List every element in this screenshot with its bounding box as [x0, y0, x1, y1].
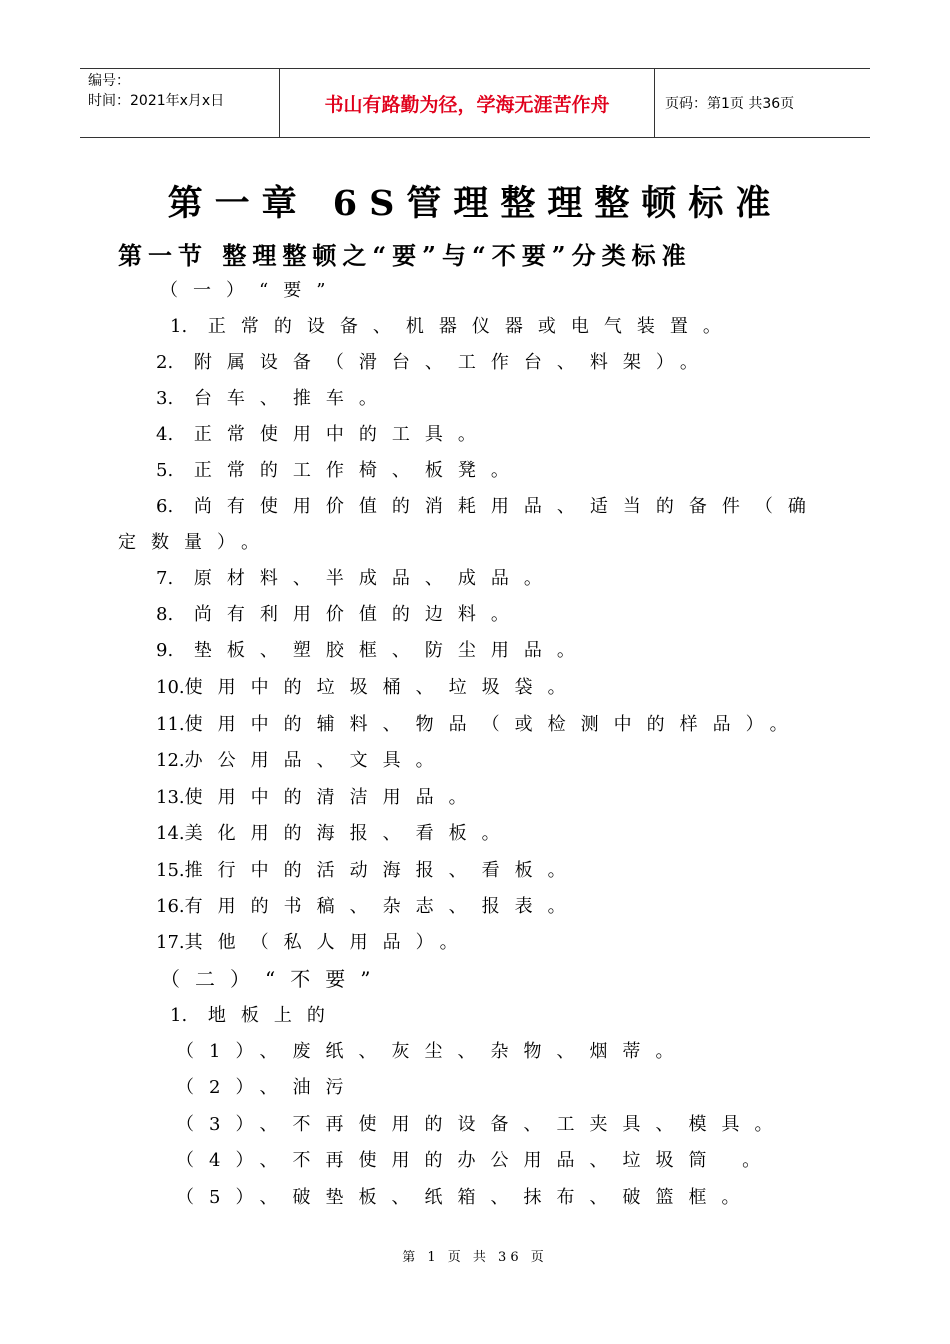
- item-number: 16.: [156, 896, 185, 917]
- list-item: [156, 714, 803, 736]
- list-item: [156, 932, 473, 954]
- item-text: 使用中的辅料、物品（或检测中的样品）。: [184, 714, 803, 735]
- item-text: 正常的设备、机器仪器或电气装置。: [207, 316, 736, 337]
- item-text: 有用的书稿、杂志、报表。: [184, 896, 581, 917]
- list-item: [156, 896, 581, 918]
- item-number: 3.: [156, 388, 174, 409]
- item-number: 2.: [156, 352, 174, 373]
- item-number: 6.: [156, 496, 174, 517]
- document-date: 时间：2021年x月x日: [88, 93, 225, 109]
- item-number: 8.: [156, 604, 174, 625]
- item-text: 尚有使用价值的消耗用品、适当的备件（确: [193, 496, 821, 517]
- list-item: （4）、不再使用的办公用品、垃圾筒 。: [176, 1150, 776, 1171]
- item-number: 15.: [156, 860, 185, 881]
- list-item: [170, 316, 736, 338]
- item-text: 美化用的海报、看板。: [184, 823, 515, 844]
- item-text: 其他（私人用品）。: [184, 932, 473, 953]
- list-item: （1）、废纸、灰尘、杂物、烟蒂。: [176, 1041, 689, 1062]
- item-number: 9.: [156, 640, 174, 661]
- part2-heading: （二）“不要”: [160, 967, 386, 991]
- header-motto: 书山有路勤为径，学海无涯苦作舟: [280, 69, 655, 137]
- list-item: （2）、油污: [176, 1077, 359, 1098]
- list-item: [156, 823, 515, 845]
- list-item: [156, 860, 581, 882]
- list-item: [156, 787, 482, 809]
- section-title: 第一节 整理整顿之“要”与“不要”分类标准: [118, 241, 692, 270]
- list-item-continuation: [118, 532, 274, 554]
- item-number: 5.: [156, 460, 174, 481]
- list-item: [156, 640, 590, 662]
- list-item: （3）、不再使用的设备、工夹具、模具。: [176, 1114, 788, 1135]
- header-page-info: 页码：第1页 共36页: [665, 96, 795, 112]
- list-item: [156, 568, 557, 590]
- header-meta: [80, 69, 280, 137]
- list-item: [156, 496, 821, 518]
- item-text: 垫板、塑胶框、防尘用品。: [193, 640, 590, 661]
- list-item: [156, 424, 491, 446]
- item-number: 17.: [156, 932, 185, 953]
- document-header: [80, 68, 870, 138]
- list-item: [156, 604, 524, 626]
- item-text: 办公用品、文具。: [184, 750, 449, 771]
- item-number: 13.: [156, 787, 185, 808]
- item-number: 1.: [170, 316, 188, 337]
- document-number-label: 编号：: [88, 73, 130, 89]
- page-footer: 第 1 页 共 36 页: [402, 1250, 548, 1265]
- item-number: 11.: [156, 714, 185, 735]
- part2-sub-heading: [170, 1005, 340, 1027]
- item-text: 使用中的垃圾桶、垃圾袋。: [184, 677, 581, 698]
- item-text: 正常使用中的工具。: [193, 424, 491, 445]
- list-item: [156, 750, 449, 772]
- item-text: 台车、推车。: [193, 388, 392, 409]
- item-number: 10.: [156, 677, 185, 698]
- item-text: 附属设备（滑台、工作台、料架）。: [193, 352, 713, 373]
- item-text: 原材料、半成品、成品。: [193, 568, 557, 589]
- item-text: 使用中的清洁用品。: [184, 787, 482, 808]
- part1-heading: （一）“要”: [160, 280, 341, 301]
- item-text: 地板上的: [207, 1005, 340, 1026]
- item-number: 7.: [156, 568, 174, 589]
- item-number: 1.: [170, 1005, 188, 1026]
- item-number: 4.: [156, 424, 174, 445]
- list-item: （5）、破垫板、纸箱、抹布、破篮框。: [176, 1187, 755, 1208]
- item-text: 推行中的活动海报、看板。: [184, 860, 581, 881]
- item-text: 尚有利用价值的边料。: [193, 604, 524, 625]
- list-item: [156, 352, 713, 374]
- item-number: 12.: [156, 750, 185, 771]
- list-item: [156, 460, 524, 482]
- chapter-title: 第一章 6S管理整理整顿标准: [167, 183, 783, 224]
- item-text: 定数量）。: [118, 532, 274, 553]
- list-item: [156, 388, 392, 410]
- item-text: 正常的工作椅、板凳。: [193, 460, 524, 481]
- list-item: [156, 677, 581, 699]
- item-number: 14.: [156, 823, 185, 844]
